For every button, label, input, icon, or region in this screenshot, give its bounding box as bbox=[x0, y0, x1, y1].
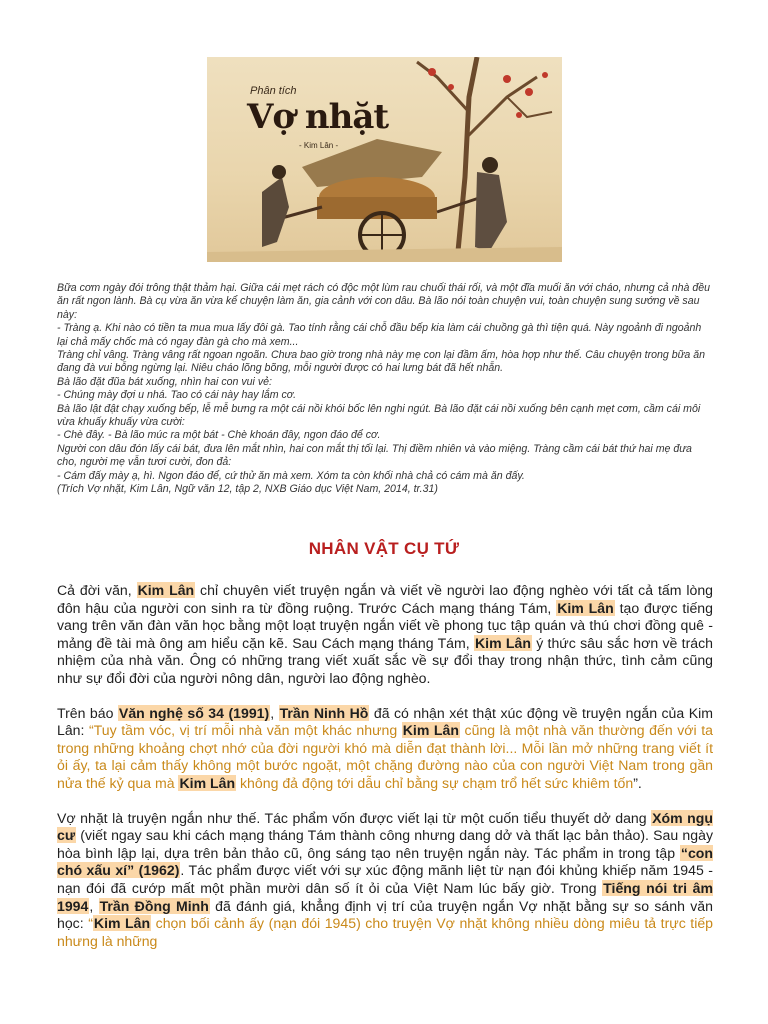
highlight-source: Tiếng nói tri âm 1994 bbox=[57, 879, 714, 914]
text-run: chỉ chuyên viết truyện ngắn và viết về người lao động nghèo với tất cả tấm lòng đôn hậu của người con sinh ra từ đồng ruộng. Trước Cách mạng tháng Tám, bbox=[57, 582, 713, 616]
text-run: đã đánh giá, khẳng định vị trí của truyện ngắn Vợ nhặt bằng sự so sánh văn học: bbox=[57, 897, 713, 932]
text-run: ý thức sâu sắc hơn về trách nhiệm của nhà văn. Ông có những trang viết xuất sắc về sự đổi thay trong nhận thức, tình cảm cũng như sự đổi đời của người nông dân, người lao động nghèo. bbox=[57, 634, 713, 686]
text-run: Cả đời văn, bbox=[57, 582, 137, 598]
highlight-critic: Trần Ninh Hồ bbox=[279, 704, 369, 721]
text-run: , bbox=[89, 897, 99, 914]
excerpt-line: Bà lão lật đật chạy xuống bếp, lễ mễ bưng ra một cái nồi khói bốc lên nghi ngút. Bà lão đặt cái nồi xuống bên cạnh mẹt cơm, cầm cái môi vừa khuấy khuấy vừa cười: bbox=[57, 402, 701, 429]
text-run: Vợ nhặt là truyện ngắn như thế. Tác phẩm vốn được viết lại từ một cuốn tiểu thuyết dở dang bbox=[57, 809, 652, 826]
excerpt-line: - Chúng mày đợi u nhá. Tao có cái này hay lắm cơ. bbox=[57, 389, 297, 402]
text-run: . Tác phẩm được viết với sự xúc động mãnh liệt từ nạn đói khủng khiếp năm 1945 - nạn đói đã cướp mất một phần mười dân số ít ỏi của Việt Nam lúc bấy giờ. Trong bbox=[57, 862, 713, 896]
paragraph-2 bbox=[57, 705, 713, 793]
excerpt-line: Người con dâu đón lấy cái bát, đưa lên mắt nhìn, hai con mắt thị tối lại. Thị điềm nhiên và vào miệng. Tràng cầm cái bát thứ hai mẹ đưa cho, người mẹ vẫn tươi cười, đon đả: bbox=[57, 442, 692, 469]
highlight-work: Xóm ngụ cư bbox=[57, 809, 713, 844]
text-run: chọn bối cảnh ấy (nạn đói 1945) cho truyện Vợ nhặt không nhiều dòng miêu tả trực tiếp nhưng là những bbox=[57, 915, 714, 949]
cover-title: Vợ nhặt bbox=[247, 97, 389, 137]
section-heading: NHÂN VẬT CỤ TỨ bbox=[308, 539, 460, 558]
text-run: “Tuy tầm vóc, vị trí mỗi nhà văn một khác nhưng bbox=[88, 722, 402, 739]
paragraph-1 bbox=[57, 582, 713, 688]
excerpt-line: - Chè đây. - Bà lão múc ra một bát - Chè khoán đây, ngon đáo để cơ. bbox=[57, 429, 381, 442]
text-run: “ bbox=[88, 915, 93, 932]
book-cover-illustration bbox=[207, 57, 562, 262]
cover-subtitle: Phân tích bbox=[250, 85, 297, 97]
highlight-author: Kim Lân bbox=[179, 774, 236, 791]
text-run: ”. bbox=[633, 774, 642, 791]
paragraph-3 bbox=[57, 810, 713, 951]
highlight-author: Kim Lân bbox=[557, 599, 614, 616]
highlight-author: Kim Lân bbox=[474, 634, 531, 651]
highlight-author: Kim Lân bbox=[93, 915, 151, 932]
text-run: (viết ngay sau khi cách mạng tháng Tám thành công nhưng dang dở và thất lạc bản thảo). Sau ngày hòa bình lập lại, dựa trên bản thảo cũ, ông sáng tạo nên truyện ngắn này. Tác phẩm in trong tập bbox=[57, 827, 713, 861]
excerpt-line: - Tràng ạ. Khi nào có tiền ta mua mua lấy đôi gà. Tao tính rằng cái chỗ đầu bếp kia làm cái chuồng gà thì tiện quá. Này ngoảnh đi ngoảnh lại chả mấy chốc mà có ngay đàn gà cho mà xem... bbox=[57, 322, 702, 348]
excerpt-line: - Cám đấy mày ạ, hì. Ngon đáo để, cứ thử ăn mà xem. Xóm ta còn khối nhà chả có cám mà ăn đấy. bbox=[57, 469, 525, 482]
highlight-author: Kim Lân bbox=[402, 722, 459, 739]
text-run: không đả động tới dẫu chỉ bằng sự chạm trổ hết sức khiêm tốn bbox=[236, 774, 634, 791]
highlight-author: Kim Lân bbox=[137, 582, 195, 598]
cover-author: - Kim Lân - bbox=[299, 141, 339, 150]
excerpt-block bbox=[57, 282, 713, 497]
quoted-critique bbox=[57, 915, 713, 949]
excerpt-line: Tràng chỉ vâng. Tràng vâng rất ngoan ngoãn. Chưa bao giờ trong nhà này mẹ con lại đầm ấm, hòa hợp như thế. Câu chuyện trong bữa ăn đang đà vui bỗng ngừng lại. Niêu cháo lõng bõng, mỗi người được có hai lưng bát đã hết nhẵn. bbox=[57, 349, 705, 375]
highlight-collection: “con chó xấu xí” (1962) bbox=[57, 844, 713, 879]
excerpt-line: Bà lão đặt đũa bát xuống, nhìn hai con vui vẻ: bbox=[57, 375, 272, 388]
excerpt-line: Bữa cơm ngày đói trông thật thảm hại. Giữa cái mẹt rách có độc một lùm rau chuối thái rối, và một đĩa muối ăn với cháo, nhưng cả nhà đều ăn rất ngon lành. Bà cụ vừa ăn vừa kể chuyện làm ăn, gia cảnh với con dâu. Bà lão nói toàn chuyện vui, toàn chuyện sung sướng về sau này: bbox=[57, 282, 711, 321]
quoted-critique bbox=[57, 722, 713, 791]
text-run: đã có nhận xét thật xúc động về truyện ngắn của Kim Lân: bbox=[57, 704, 713, 739]
highlight-critic: Trần Đồng Minh bbox=[99, 897, 209, 914]
article-body bbox=[57, 582, 713, 967]
excerpt-citation: (Trích Vợ nhặt, Kim Lân, Ngữ văn 12, tập 2, NXB Giáo dục Việt Nam, 2014, tr.31) bbox=[57, 483, 438, 496]
text-run: Trên báo bbox=[57, 704, 118, 721]
text-run: cũng là một nhà văn thường đến với ta trong những khoảng chợt nhớ của đời người khó mà diễn đạt thành lời... Mỗi lần mở những trang viết ít ỏi ấy, ta lại cảm thấy không một bước ngoặt, một chặng đường nào của con người Việt Nam trong gần nửa thế kỷ qua mà bbox=[57, 722, 713, 791]
text-run: tạo được tiếng vang trên văn đàn văn học bằng một loạt truyện ngắn viết về phong tục tập quán và thú chơi đồng quê - mảng đề tài mà ông am hiểu cặn kẽ. Sau Cách mạng tháng Tám, bbox=[57, 599, 713, 651]
text-run: , bbox=[270, 704, 279, 721]
highlight-source: Văn nghệ số 34 (1991) bbox=[118, 704, 270, 721]
